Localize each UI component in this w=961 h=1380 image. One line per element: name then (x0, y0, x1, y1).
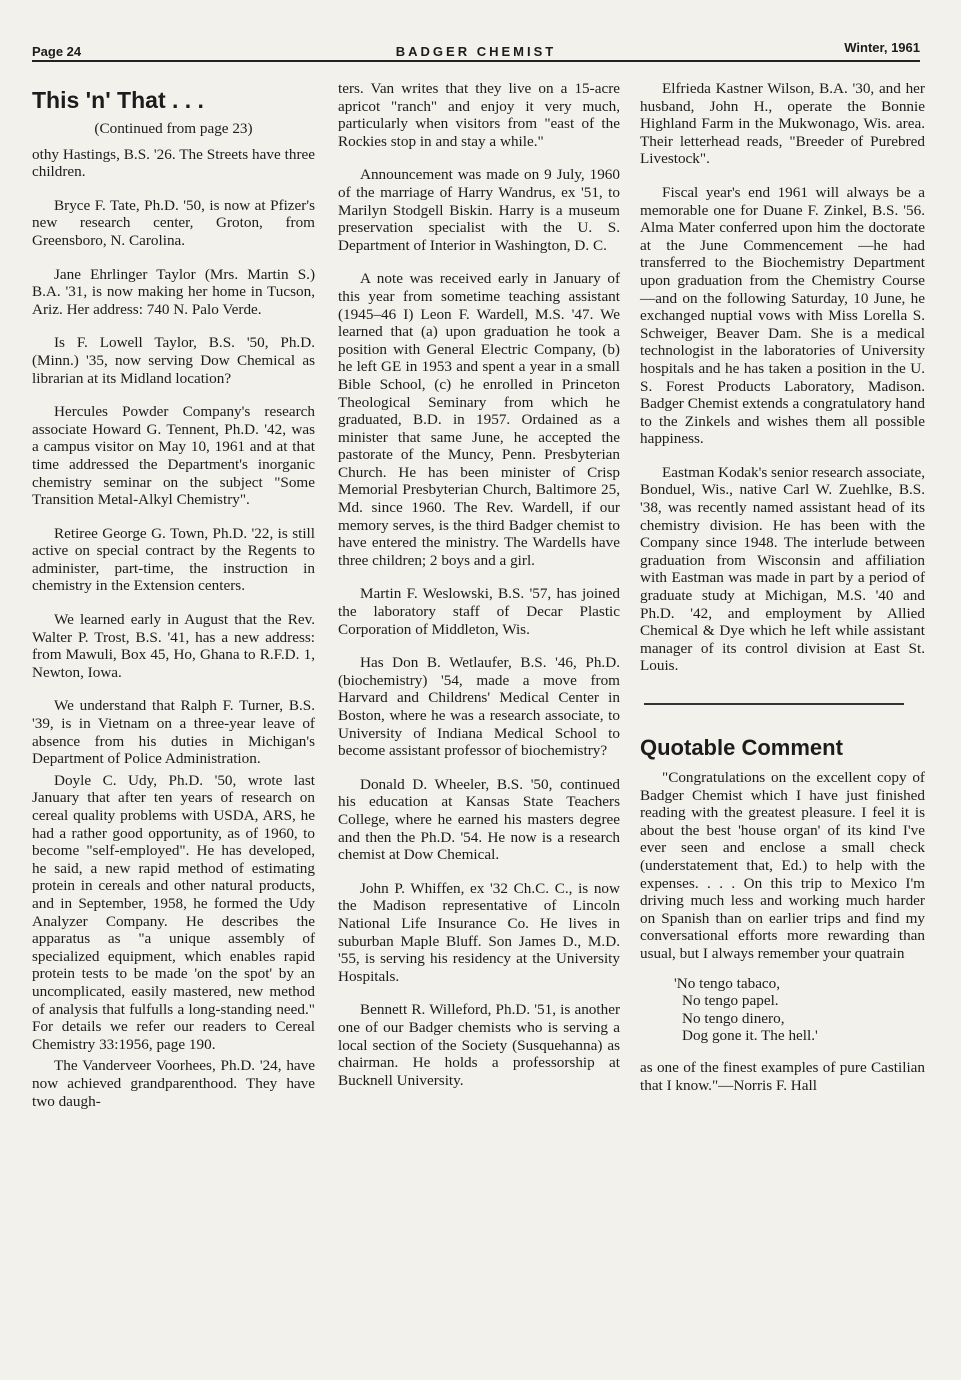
quote-closing: as one of the finest examples of pure Castilian that I know."—Norris F. Hall (640, 1058, 925, 1094)
quote-body: "Congratulations on the excellent copy of Badger Chemist which I have just finished reading with the greatest pleasure. I feel it is about the best 'house organ' of its kind I've ever seen and enclose a small check (understatement that, Ed.) to help with the expenses. . . . On this trip to Mexico I'm driving much less and working much harder on Spanish than on earlier trips and find my conversational efforts more rewarding than usual, but I always remember your quatrain (640, 769, 925, 962)
column-2 (338, 80, 620, 1105)
continued-note: (Continued from page 23) (94, 120, 253, 137)
paragraph: othy Hastings, B.S. '26. The Streets have three children. (32, 145, 315, 181)
quatrain (674, 975, 925, 1045)
paragraph: Doyle C. Udy, Ph.D. '50, wrote last January that after ten years of research on cereal quality problems with USDA, ARS, he had a rather good opportunity, as of 1960, to become "self-employed". He has developed, he said, a new rapid method of estimating protein in cereals and other natural products, and in September, 1958, he formed the Udy Analyzer Company. He describes the apparatus as "a unique assembly of specialized equipment, which enables rapid protein tests to be made 'on the spot' by an uncomplicated, easily mastered, new method of analysis that fulfulls a long-standing need." For details we refer our readers to Cereal Chemistry 33:1956, page 190. (32, 771, 315, 1053)
paragraph: John P. Whiffen, ex '32 Ch.C. C., is now the Madison representative of Lincoln National Life Insurance Co. He lives in suburban Maple Bluff. Son James D., M.D. '55, is serving his residency at the University Hospitals. (338, 879, 620, 985)
header-rule (32, 60, 920, 62)
poem-line: No tengo dinero, (682, 1009, 785, 1027)
paragraph: Elfrieda Kastner Wilson, B.A. '30, and her husband, John H., operate the Bonnie Highland Farm in the Mukwonago, Wis. area. Their letterhead reads, "Breeder of Purebred Livestock". (640, 80, 925, 168)
paragraph: A note was received early in January of this year from sometime teaching assistant (1945–46 I) Leon F. Wardell, M.S. '47. We learned that (a) upon graduation he took a position with General Electric Company, (b) he left GE in 1953 and spent a year in a small Bible School, (c) he enrolled in Princeton Theological Seminary from which he graduated, B.D. in 1957. Ordained as a minister that same June, he accepted the pastorate of the Muncy, Penn. Presbyterian Church. He has been minister of Crisp Memorial Presbyterian Church, Baltimore 25, Md. since 1960. The Rev. Wardell, if our memory serves, is the third Badger chemist to have entered the ministry. The Wardells have three children; 2 boys and a girl. (338, 270, 620, 569)
page-number: Page 24 (32, 44, 82, 59)
paragraph: Announcement was made on 9 July, 1960 of the marriage of Harry Wandrus, ex '51, to Marilyn Stodgell Biskin. Harry is a museum preservation specialist with the U. S. Department of Interior in Washington, D. C. (338, 166, 620, 254)
paragraph: Eastman Kodak's senior research associate, Bonduel, Wis., native Carl W. Zuehlke, B.S. '38, was recently named assistant head of its chemistry division. He has been with the Company since 1948. The interlude between graduation from Wisconsin and affiliation with Eastman was made in part by a period of graduate study at Michigan, M.S. '40 and Ph.D. '42, and employment by Allied Chemical & Dye which he left while assistant manager of its control division at East St. Louis. (640, 463, 925, 675)
poem-line: Dog gone it. The hell.' (682, 1027, 818, 1045)
column-1 (32, 80, 315, 1126)
poem-line: 'No tengo tabaco, (674, 974, 781, 992)
paragraph: We understand that Ralph F. Turner, B.S. '39, is in Vietnam on a three-year leave of absence from his duties in Michigan's Department of Police Administration. (32, 697, 315, 768)
paragraph: Donald D. Wheeler, B.S. '50, continued his education at Kansas State Teachers College, where he earned his masters degree and then the Ph.D. '54. He now is a research chemist at Dow Chemical. (338, 775, 620, 864)
paragraph: Bryce F. Tate, Ph.D. '50, is now at Pfizer's new research center, Groton, from Greensboro, N. Carolina. (32, 196, 315, 249)
paragraph: Jane Ehrlinger Taylor (Mrs. Martin S.) B.A. '31, is now making her home in Tucson, Ariz. Her address: 740 N. Palo Verde. (32, 265, 315, 318)
paragraph: Martin F. Weslowski, B.S. '57, has joined the laboratory staff of Decar Plastic Corporation of Middleton, Wis. (338, 585, 620, 638)
paragraph: Retiree George G. Town, Ph.D. '22, is still active on special contract by the Regents to administer, part-time, the instruction in chemistry in the Extension centers. (32, 524, 315, 595)
paragraph: We learned early in August that the Rev. Walter P. Trost, B.S. '41, has a new address: from Mawuli, Box 45, Ho, Ghana to R.F.D. 1, Newton, Iowa. (32, 611, 315, 681)
section-divider (644, 703, 904, 705)
paragraph: Is F. Lowell Taylor, B.S. '50, Ph.D. (Minn.) '35, now serving Dow Chemical as librarian at its Midland location? (32, 334, 315, 387)
paragraph: The Vanderveer Voorhees, Ph.D. '24, have now achieved grandparenthood. They have two daugh- (32, 1057, 315, 1110)
column-3 (640, 80, 925, 1094)
paragraph: Bennett R. Willeford, Ph.D. '51, is another one of our Badger chemists who is serving a local section of the Society (Susquehanna) as chairman. He holds a professorship at Bucknell University. (338, 1001, 620, 1089)
poem-line: No tengo papel. (682, 992, 779, 1010)
publication-title: BADGER CHEMIST (395, 44, 557, 59)
quote-title: Quotable Comment (640, 735, 843, 760)
paragraph: Hercules Powder Company's research associate Howard G. Tennent, Ph.D. '42, was a campus visitor on May 10, 1961 and at that time addressed the Department's inorganic chemistry seminar on the subject "Some Transition Metal-Alkyl Chemistry". (32, 403, 315, 509)
section-title: This 'n' That . . . (32, 87, 204, 113)
paragraph: Has Don B. Wetlaufer, B.S. '46, Ph.D. (biochemistry) '54, made a move from Harvard and Childrens' Medical Center in Boston, where he was a research associate, to University of Indiana Medical School to become assistant professor of biochemistry? (338, 654, 620, 760)
issue-date: Winter, 1961 (844, 40, 920, 55)
paragraph: ters. Van writes that they live on a 15-acre apricot "ranch" and enjoy it very much, particularly when visitors from "east of the Rockies stop in and stay a while." (338, 80, 620, 150)
paragraph: Fiscal year's end 1961 will always be a memorable one for Duane F. Zinkel, B.S. '56. Alma Mater conferred upon him the doctorate at the June Commencement —he had transferred to the Biochemistry Department upon graduation from the Chemistry Course —and on the following Saturday, 10 June, he exchanged nuptial vows with Miss Lorella S. Schweiger, Beaver Dam. She is a medical technologist in the laboratories of University hospitals and he has taken a position in the U. S. Forest Products Laboratory, Madison. Badger Chemist extends a congratulatory hand to the Zinkels and wishes them all possible happiness. (640, 183, 925, 448)
page-header (32, 40, 920, 60)
